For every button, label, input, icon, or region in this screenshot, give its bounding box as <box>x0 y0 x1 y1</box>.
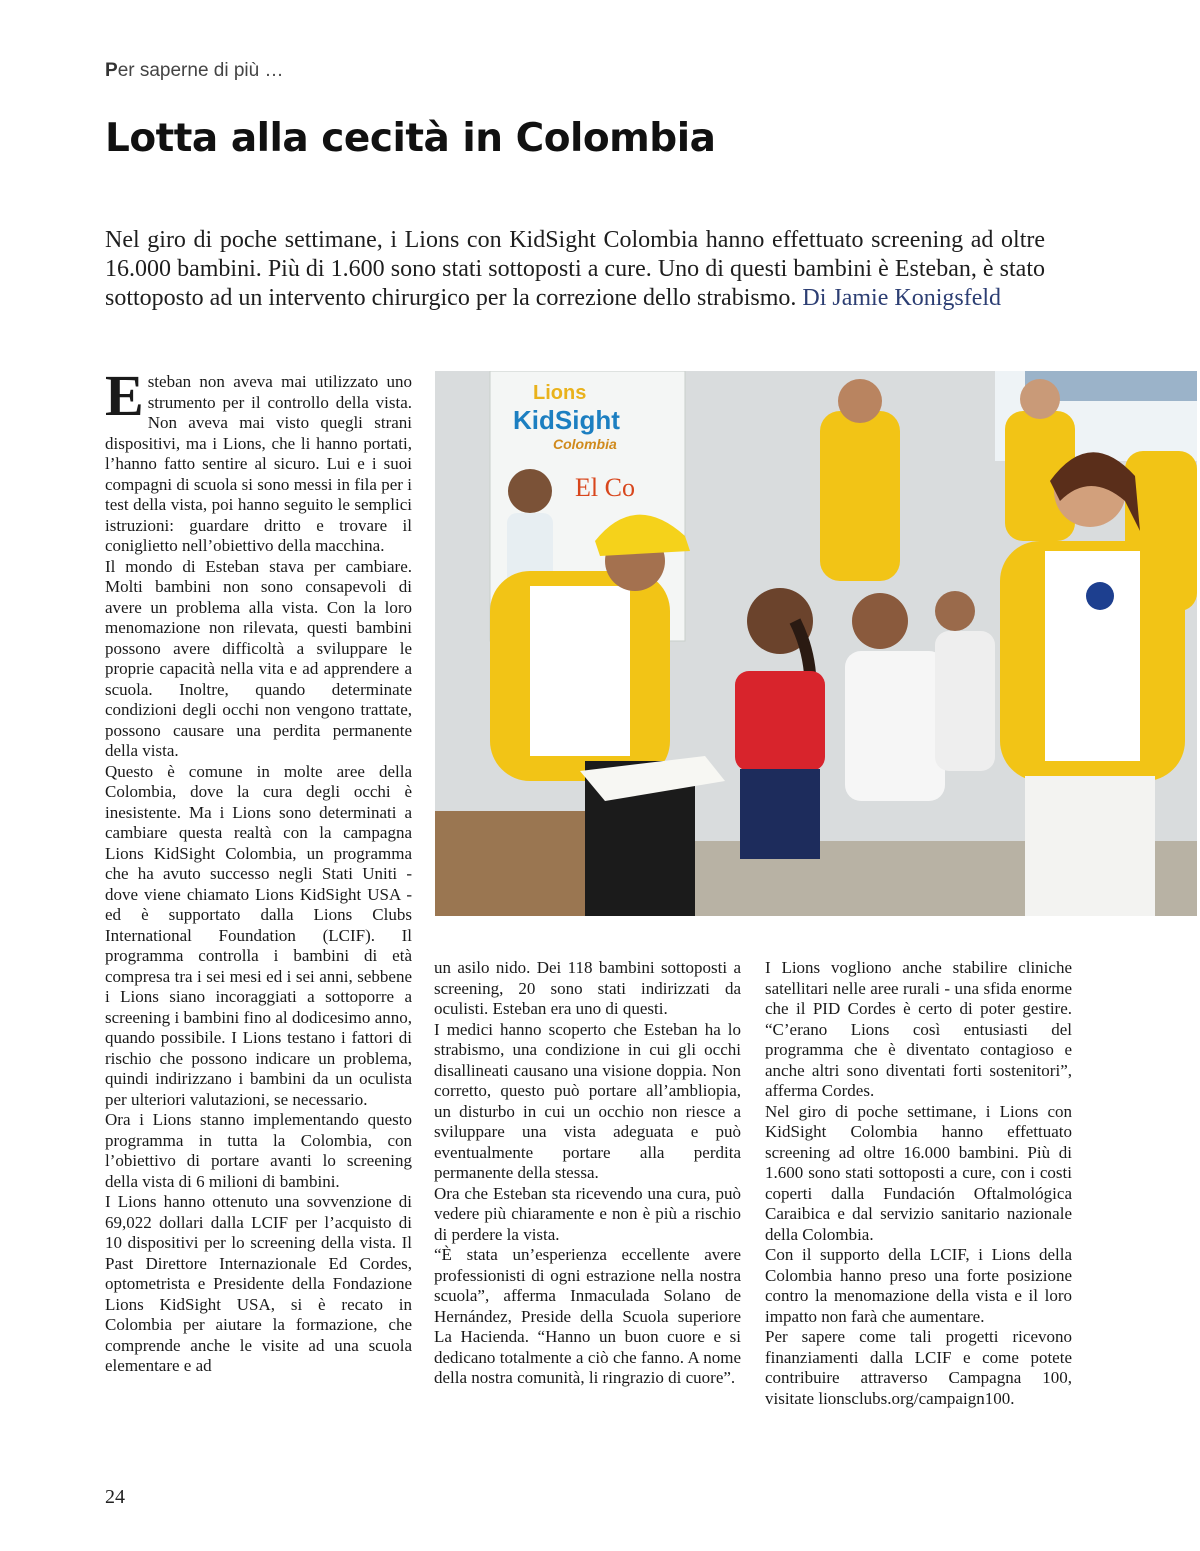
paragraph <box>105 363 412 557</box>
kicker-text: er saperne di più … <box>117 60 284 81</box>
paragraph: Ora i Lions stanno implementando questo programma in tutta la Colombia, con l’obiettivo di portare avanti lo screening della vista di 6 milioni di bambini. <box>105 1110 412 1191</box>
paragraph: Per sapere come tali progetti ricevono finanziamenti dalla LCIF e come potete contribuire attraverso Campagna 100, visitate lionsclubs.org/campaign100. <box>765 1327 1072 1408</box>
child-red-shirt <box>735 671 825 771</box>
paragraph: Nel giro di poche settimane, i Lions con KidSight Colombia hanno effettuato screening ad oltre 16.000 bambini. Più di 1.600 sono stati sottoposti a cure, con i costi coperti dalla Fundación Oftalmológica Caraibica e dal servizio sanitario nazionale della Colombia. <box>765 1101 1072 1244</box>
boy-head-2 <box>935 591 975 631</box>
volunteer-shirt-right <box>1045 551 1140 761</box>
paragraph: Ora che Esteban sta ricevendo una cura, può vedere più chiaramente e non è più a rischio di perdere la vista. <box>434 1183 741 1244</box>
paragraph-text: steban non aveva mai utilizzato uno strumento per il controllo della vista. Non aveva mai visto quegli strani dispositivi, ma i Lions, che li hanno portati, l’hanno fatto sentire al sicuro. Lui e i suoi compagni di scuola si sono messi in fila per i test della vista, poi hanno seguito le semplici istruzioni: guardare dritto e trovare il coniglietto nell’obiettivo della macchina. <box>105 372 412 555</box>
paragraph: I Lions vogliono anche stabilire cliniche satellitari nelle aree rurali - una sfida enorme che il PID Cordes è certo di poter gestire. “C’erano Lions così entusiasti del programma che è diventato contagioso e anche altri sono diventati forti sostenitori”, afferma Cordes. <box>765 958 1072 1100</box>
volunteer-head-bg-1 <box>838 379 882 423</box>
paragraph: Il mondo di Esteban stava per cambiare. Molti bambini non sono consapevoli di avere un problema alla vista. Con la loro menomazione non rilevata, questi bambini possono avere difficoltà a sviluppare le proprie capacità nella vita e ad apprendere a scuola. Inoltre, quando determinate condizioni degli occhi non vengono trattate, possono causare una perdita permanente della vista. <box>105 556 412 760</box>
drop-cap: E <box>105 363 144 428</box>
article-column-2 <box>434 958 741 1389</box>
page-number: 24 <box>105 1486 125 1508</box>
banner-country: Colombia <box>553 436 617 452</box>
banner-child-face <box>508 469 552 513</box>
banner-slogan: El Co <box>575 473 635 502</box>
paragraph: “È stata un’esperienza eccellente avere professionisti di ogni estrazione nella nostra scuola”, afferma Inmaculada Solano de Hernández, Preside della Scuola superiore La Hacienda. “Hanno un buon cuore e si dedicano totalmente a ciò che fanno. A nome della nostra comunità, li ringrazio di cuore”. <box>434 1245 741 1387</box>
child-navy-shorts <box>740 769 820 859</box>
lions-badge <box>1086 582 1114 610</box>
article-column-1 <box>105 363 412 1377</box>
boy-head <box>852 593 908 649</box>
photo-illustration <box>435 371 1197 916</box>
volunteer-vest-bg-1 <box>820 411 900 581</box>
paragraph: I medici hanno scoperto che Esteban ha lo strabismo, una condizione in cui gli occhi disallineati causano una visione doppia. Non corretto, questo può portare all’ambliopia, un disturbo in cui un occhio non riesce a sviluppare una vista adeguata e può eventualmente portare alla perdita permanente della stessa. <box>434 1019 741 1182</box>
paragraph: Questo è comune in molte aree della Colombia, dove la cura degli occhi è inesistente. Ma i Lions sono determinati a cambiare questa realtà con la campagna Lions KidSight Colombia, un programma che ha avuto successo negli Stati Uniti - dove viene chiamato Lions KidSight USA - ed è supportato dalla Lions Clubs International Foundation (LCIF). Il programma controlla i bambini di età compresa tra i sei mesi ed i sei anni, sebbene i Lions siano incoraggiati a sottoporre a screening i bambini fino al dodicesimo anno, quando possibile. I Lions testano i fattori di rischio che possono indicare un problema, quindi indirizzano i bambini da un oculista per ulteriori valutazioni, se necessario. <box>105 761 412 1109</box>
boy-shirt-2 <box>935 631 995 771</box>
article-lead <box>105 226 1045 313</box>
boy-white-shirt <box>845 651 945 801</box>
volunteer-head-bg-2 <box>1020 379 1060 419</box>
article-photo <box>435 371 1197 916</box>
section-kicker <box>105 60 284 82</box>
article-title: Lotta alla cecità in Colombia <box>105 116 716 161</box>
article-column-3 <box>765 958 1072 1409</box>
paragraph: I Lions hanno ottenuto una sovvenzione di 69,022 dollari dalla LCIF per l’acquisto di 10 dispositivi per lo screening della vista. Il Past Direttore Internazionale Ed Cordes, optometrista e Presidente della Fondazione Lions KidSight USA, si è recato in Colombia per aiutare la formazione, che comprende anche le visite ad una scuola elementare e ad <box>105 1192 412 1375</box>
banner-brand: Lions <box>533 382 587 404</box>
volunteer-pants-right <box>1025 776 1155 916</box>
kicker-initial: P <box>105 60 118 81</box>
paragraph: Con il supporto della LCIF, i Lions della Colombia hanno preso una forte posizione contro la menomazione della vista e il loro impatto non farà che aumentare. <box>765 1245 1072 1326</box>
paragraph: un asilo nido. Dei 118 bambini sottoposti a screening, 20 sono stati indirizzati da oculisti. Esteban era uno di questi. <box>434 958 741 1018</box>
lead-text: Nel giro di poche settimane, i Lions con KidSight Colombia hanno effettuato screening ad oltre 16.000 bambini. Più di 1.600 sono stati sottoposti a cure. Uno di questi bambini è Esteban, è stato sottoposto ad un intervento chirurgico per la correzione dello strabismo. <box>105 227 1045 311</box>
banner-logo: KidSight <box>513 405 620 435</box>
volunteer-shirt-left <box>530 586 630 756</box>
byline: Di Jamie Konigsfeld <box>802 285 1002 311</box>
